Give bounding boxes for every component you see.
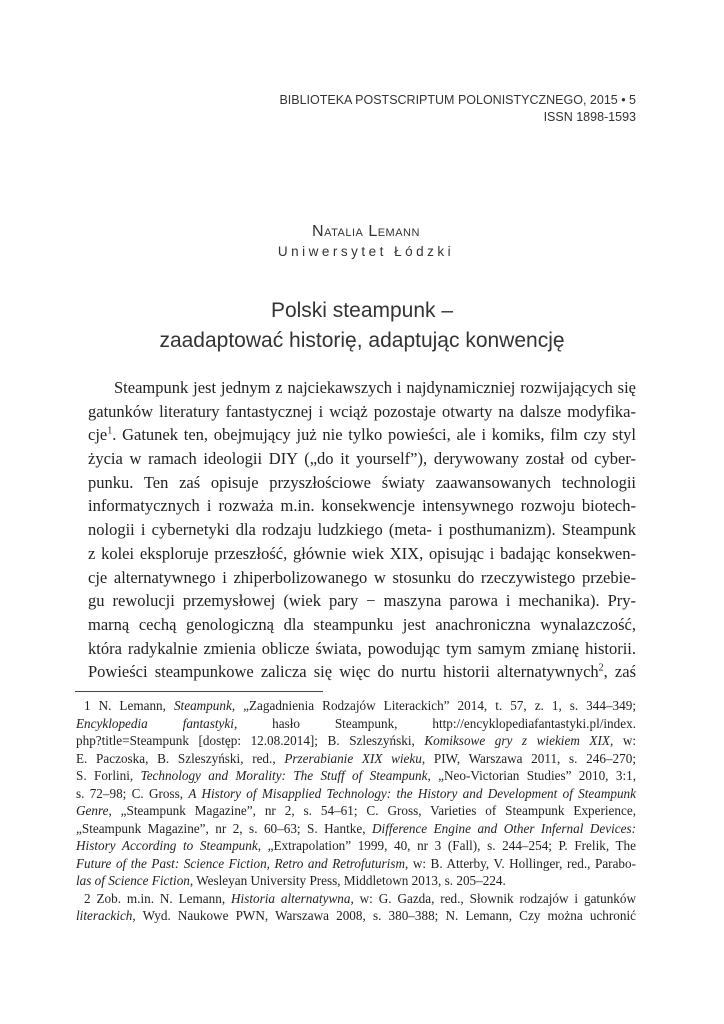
fn-italic: literackich bbox=[76, 908, 133, 923]
fn-text: , PIW, Warszawa 2011, s. 246–270; bbox=[421, 750, 636, 766]
body-text-segment: , zaś bbox=[603, 662, 636, 682]
fn-text: , „Extrapolation” 1999, 40, nr 3 (Fall), s. 244–254; P. Frelik, The bbox=[257, 838, 636, 853]
footnote-line bbox=[76, 750, 636, 768]
series-line: BIBLIOTEKA POSTSCRIPTUM POLONISTYCZNEGO, 2015 • 5 bbox=[279, 93, 636, 107]
body-line: cje alternatywnego i zhiperbolizowanego w stosunku do rzeczywistego przebie- bbox=[88, 567, 636, 587]
body-line: gatunków literatury fantastycznej i wciąż pozostaje otwarty na dalsze modyfika- bbox=[88, 401, 636, 421]
fn-italic: Komiksowe gry z wiekiem XIX bbox=[424, 733, 610, 748]
fn-text: „Steampunk Magazine”, nr 2, s. 60–63; S. Hantke, bbox=[76, 820, 372, 836]
footnote-line bbox=[76, 715, 636, 733]
fn-italic: Historia alternatywna bbox=[231, 890, 351, 906]
fn-italic: las of Science Fiction bbox=[76, 873, 190, 888]
body-line: z kolei eksploruje przeszłość, głównie wiek XIX, opisując i badając konsekwen- bbox=[88, 543, 636, 563]
fn-text: s. 72–98; C. Gross, bbox=[76, 785, 189, 801]
fn-italic: History According to Steampunk bbox=[76, 838, 258, 853]
body-line: Steampunk jest jednym z najciekawszych i najdynamiczniej rozwijających się bbox=[114, 378, 636, 397]
title-line-2: zaadaptować historię, adaptując konwencję bbox=[159, 329, 565, 352]
fn-italic: Genre bbox=[76, 803, 109, 818]
footnote-line bbox=[76, 732, 636, 750]
footnote-ref-2: 2 bbox=[598, 662, 604, 674]
footnote-line bbox=[76, 907, 636, 925]
article-title bbox=[0, 296, 724, 356]
footnotes bbox=[76, 697, 636, 925]
fn-text: , w: B. Atterby, V. Hollinger, red., Parabo- bbox=[404, 855, 636, 871]
body-line bbox=[88, 423, 636, 447]
body-line bbox=[88, 660, 636, 684]
title-line-1: Polski steampunk – bbox=[270, 299, 454, 322]
body-line: nologii i cybernetyki dla rodzaju ludzkiego (meta- i posthumanizm). Steampunk bbox=[88, 520, 636, 540]
footnote-line bbox=[76, 820, 636, 838]
issn-line: ISSN 1898-1593 bbox=[543, 110, 636, 124]
fn-text: , hasło Steampunk, http://encyklopediafantastyki.pl/index. bbox=[233, 715, 636, 731]
body-text-segment: Powieści steampunkowe zalicza się więc do nurtu historii alternatywnych bbox=[88, 662, 599, 682]
fn-text: E. Paczoska, B. Szleszyński, red., bbox=[76, 750, 285, 766]
author-affiliation: Uniwersytet Łódzki bbox=[277, 244, 455, 259]
fn-text: , „Steampunk Magazine”, nr 2, s. 54–61; C. Gross, Varieties of Steampunk Experience, bbox=[108, 803, 636, 818]
fn-italic: Encyklopedia fantastyki bbox=[76, 715, 234, 731]
fn-text: S. Forlini, bbox=[76, 768, 141, 783]
body-paragraph bbox=[88, 376, 636, 684]
fn-italic: A History of Misapplied Technology: the History and Development of Steampunk bbox=[188, 785, 636, 801]
body-line: marną cechą genologiczną dla steampunku jest anachroniczna wynalazczość, bbox=[88, 614, 636, 634]
fn-italic: Przerabianie XIX wieku bbox=[284, 750, 422, 766]
fn-text: php?title=Steampunk [dostęp: 12.08.2014]; B. Szleszyński, bbox=[76, 733, 425, 748]
fn-italic: Technology and Morality: The Stuff of Steampunk bbox=[140, 768, 428, 783]
fn-italic: Difference Engine and Other Infernal Devices: bbox=[372, 820, 636, 836]
fn-text: , Wesleyan University Press, Middletown 2013, s. 205–224. bbox=[189, 873, 506, 888]
journal-header bbox=[279, 92, 636, 126]
fn-text: , „Zagadnienia Rodzajów Literackich” 2014, t. 57, z. 1, s. 344–349; bbox=[231, 698, 637, 713]
body-line: życia w ramach ideologii DIY („do it yourself”), derywowany został od cyber- bbox=[88, 449, 636, 469]
fn-text: 1 N. Lemann, bbox=[84, 698, 174, 713]
footnote-line bbox=[76, 697, 636, 715]
footnote-line bbox=[76, 785, 636, 803]
body-line: punku. Ten zaś opisuje przyszłościowe światy zaawansowanych technologii bbox=[88, 472, 636, 492]
body-line: gu rewolucji przemysłowej (wiek pary − maszyna parowa i mechanika). Pry- bbox=[88, 591, 636, 611]
footnote-separator bbox=[75, 691, 323, 692]
footnote-line bbox=[76, 837, 636, 855]
footnote-line bbox=[76, 855, 636, 873]
fn-italic: Steampunk bbox=[173, 698, 232, 713]
body-text-segment: . Gatunek ten, obejmujący już nie tylko powieści, ale i komiks, film czy styl bbox=[112, 425, 636, 445]
footnote-line bbox=[76, 890, 636, 908]
fn-text: , w: G. Gazda, red., Słownik rodzajów i gatunków bbox=[350, 890, 636, 906]
fn-text: 2 Zob. m.in. N. Lemann, bbox=[84, 890, 232, 906]
footnote-line bbox=[76, 872, 636, 890]
author-block bbox=[0, 223, 724, 259]
footnote-line bbox=[76, 767, 636, 785]
body-line: która radykalnie zmienia oblicze świata, powodując tym samym zmianę historii. bbox=[88, 638, 636, 658]
footnote-line bbox=[76, 802, 636, 820]
fn-text: , „Neo-Victorian Studies” 2010, 3:1, bbox=[427, 768, 636, 783]
fn-text: , Wyd. Naukowe PWN, Warszawa 2008, s. 380–388; N. Lemann, Czy można uchronić bbox=[132, 908, 636, 923]
body-text-segment: cje bbox=[88, 425, 108, 445]
footnote-ref-1: 1 bbox=[107, 425, 113, 437]
fn-italic: Future of the Past: Science Fiction, Retro and Retrofuturism bbox=[76, 855, 405, 871]
fn-text: , w: bbox=[609, 733, 637, 748]
body-line: informatycznych i rozważa m.in. konsekwencje intensywnego rozwoju biotech- bbox=[88, 496, 636, 516]
author-name: Natalia Lemann bbox=[312, 223, 420, 240]
